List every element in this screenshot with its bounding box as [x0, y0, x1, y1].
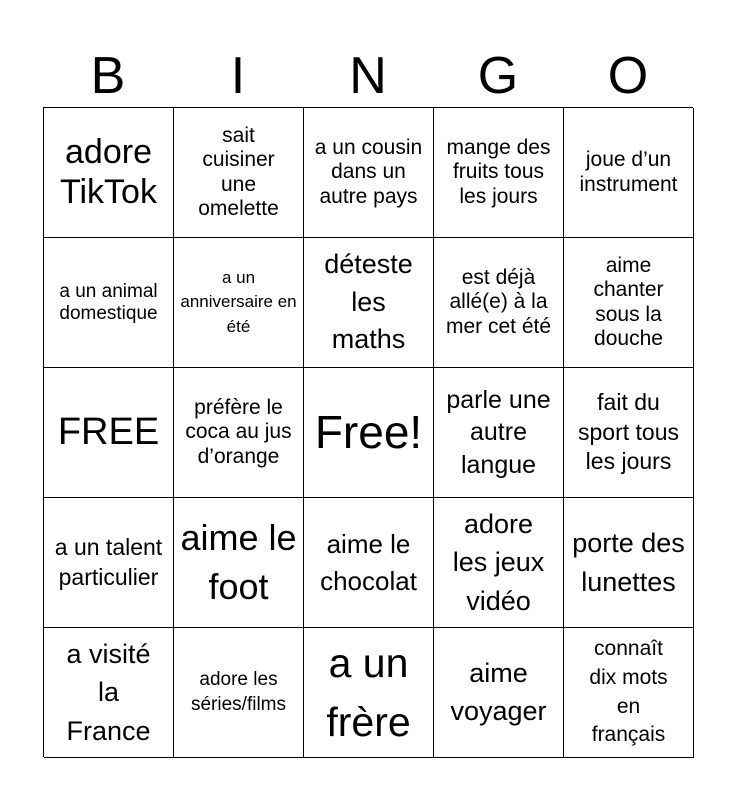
- bingo-cell[interactable]: [44, 628, 174, 758]
- free-cell[interactable]: [304, 368, 434, 498]
- bingo-cell[interactable]: [434, 238, 564, 368]
- bingo-cell[interactable]: [174, 108, 304, 238]
- bingo-cell[interactable]: [44, 108, 174, 238]
- bingo-cell[interactable]: [174, 628, 304, 758]
- bingo-cell[interactable]: [304, 238, 434, 368]
- cell-text: préfère le coca au jus d’orange: [185, 396, 292, 468]
- cell-text: adore les séries/films: [190, 668, 286, 715]
- bingo-cell[interactable]: [44, 498, 174, 628]
- cell-text: a un anniversaire en été: [180, 267, 297, 336]
- cell-text: aime voyager: [450, 657, 547, 726]
- bingo-header: [43, 44, 693, 108]
- bingo-cell[interactable]: [304, 628, 434, 758]
- bingo-cell[interactable]: [564, 368, 694, 498]
- cell-text: mange des fruits tous les jours: [446, 136, 551, 208]
- bingo-grid: [43, 107, 693, 757]
- bingo-cell[interactable]: [304, 108, 434, 238]
- bingo-cell[interactable]: [434, 108, 564, 238]
- cell-text: a un frère: [326, 640, 411, 745]
- cell-text: joue d’un instrument: [579, 148, 678, 196]
- cell-text: aime le chocolat: [320, 529, 417, 596]
- cell-text: a visité la France: [66, 639, 151, 746]
- header-letter-o: O: [607, 47, 649, 105]
- cell-text: fait du sport tous les jours: [578, 388, 679, 475]
- cell-text: FREE: [57, 410, 160, 453]
- header-letter-g: G: [477, 47, 519, 105]
- cell-text: a un cousin dans un autre pays: [314, 136, 423, 208]
- cell-text: connaît dix mots en français: [589, 636, 668, 747]
- cell-text: parle une autre langue: [446, 385, 551, 479]
- cell-text: porte des lunettes: [572, 528, 685, 597]
- cell-text: aime le foot: [180, 516, 297, 607]
- cell-text: a un talent particulier: [54, 533, 163, 590]
- bingo-cell[interactable]: [434, 628, 564, 758]
- header-letter-i: I: [230, 47, 246, 105]
- header-letter-n: N: [349, 47, 387, 105]
- bingo-cell[interactable]: [44, 238, 174, 368]
- bingo-cell[interactable]: [434, 498, 564, 628]
- cell-text: est déjà allé(e) à la mer cet été: [445, 266, 552, 338]
- cell-text: aime chanter sous la douche: [593, 254, 664, 350]
- bingo-cell[interactable]: [434, 368, 564, 498]
- bingo-cell[interactable]: [564, 628, 694, 758]
- bingo-cell[interactable]: [564, 108, 694, 238]
- cell-text: déteste les maths: [324, 248, 413, 355]
- cell-text: adore TikTok: [60, 133, 157, 211]
- bingo-cell[interactable]: [564, 238, 694, 368]
- cell-text: adore les jeux vidéo: [452, 509, 545, 616]
- cell-text: Free!: [314, 405, 423, 458]
- bingo-cell[interactable]: [174, 498, 304, 628]
- header-letter-b: B: [90, 47, 126, 105]
- bingo-cell[interactable]: [174, 238, 304, 368]
- cell-text: sait cuisiner une omelette: [198, 124, 279, 220]
- bingo-cell[interactable]: [174, 368, 304, 498]
- free-cell[interactable]: [44, 368, 174, 498]
- bingo-cell[interactable]: [304, 498, 434, 628]
- cell-text: a un animal domestique: [59, 280, 158, 324]
- bingo-cell[interactable]: [564, 498, 694, 628]
